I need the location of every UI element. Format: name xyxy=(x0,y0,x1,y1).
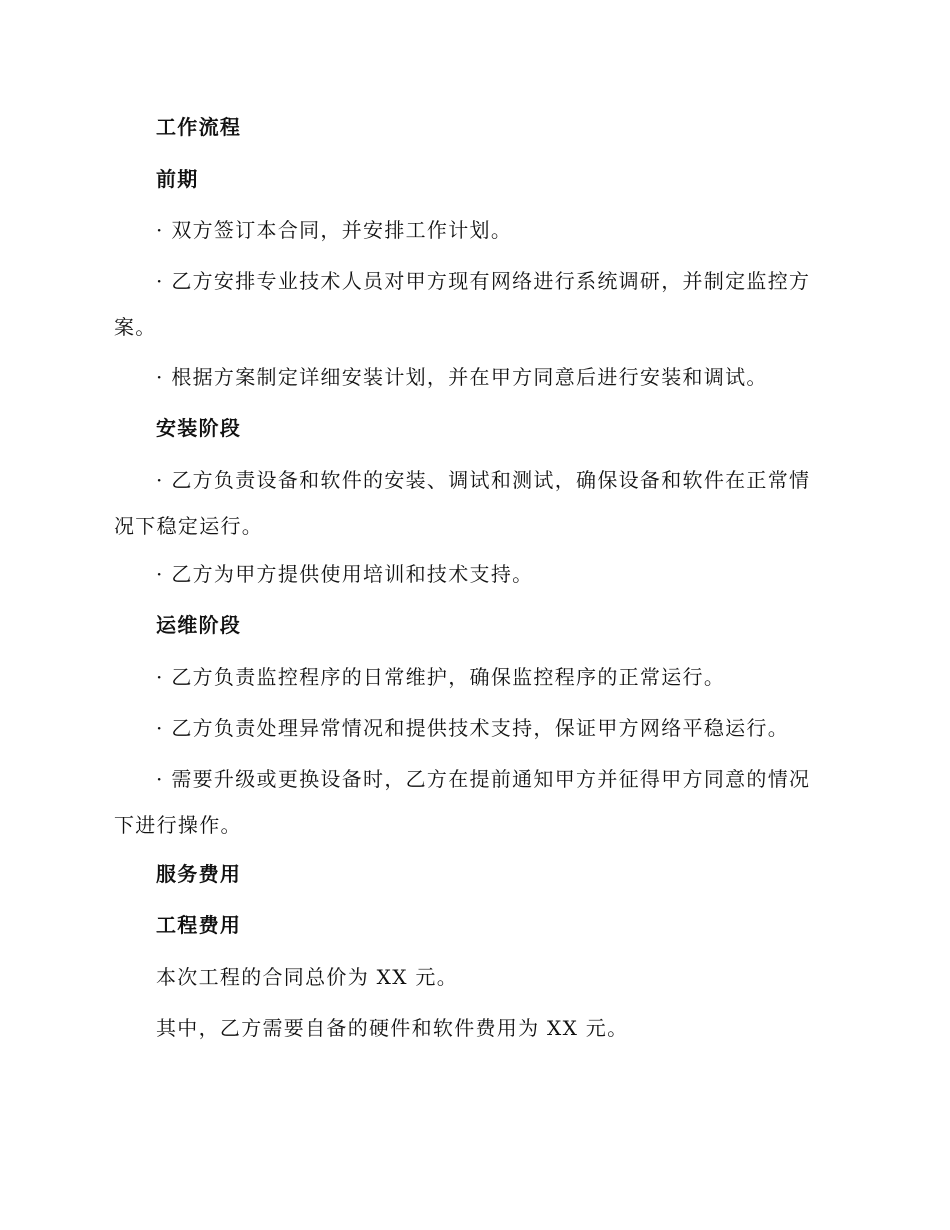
list-item: · 乙方负责设备和软件的安装、调试和测试，确保设备和软件在正常情况下稳定运行。 xyxy=(114,468,811,538)
list-item: · 乙方安排专业技术人员对甲方现有网络进行系统调研，并制定监控方案。 xyxy=(114,269,811,339)
section-heading-service-fee: 服务费用 xyxy=(156,862,242,886)
section-heading-workflow: 工作流程 xyxy=(156,115,242,139)
list-item: · 双方签订本合同，并安排工作计划。 xyxy=(156,218,513,242)
list-item: · 乙方负责监控程序的日常维护，确保监控程序的正常运行。 xyxy=(156,665,726,689)
section-heading-install: 安装阶段 xyxy=(156,416,242,440)
section-heading-early: 前期 xyxy=(156,167,199,191)
fee-paragraph: 其中，乙方需要自备的硬件和软件费用为 XX 元。 xyxy=(156,1016,629,1040)
section-heading-engineering-fee: 工程费用 xyxy=(156,913,242,937)
section-heading-operations: 运维阶段 xyxy=(156,613,242,637)
fee-paragraph: 本次工程的合同总价为 XX 元。 xyxy=(156,965,458,989)
list-item: · 根据方案制定详细安装计划，并在甲方同意后进行安装和调试。 xyxy=(156,365,768,389)
list-item: · 乙方为甲方提供使用培训和技术支持。 xyxy=(156,562,534,586)
list-item: · 需要升级或更换设备时，乙方在提前通知甲方并征得甲方同意的情况下进行操作。 xyxy=(114,767,811,837)
list-item: · 乙方负责处理异常情况和提供技术支持，保证甲方网络平稳运行。 xyxy=(156,716,790,740)
